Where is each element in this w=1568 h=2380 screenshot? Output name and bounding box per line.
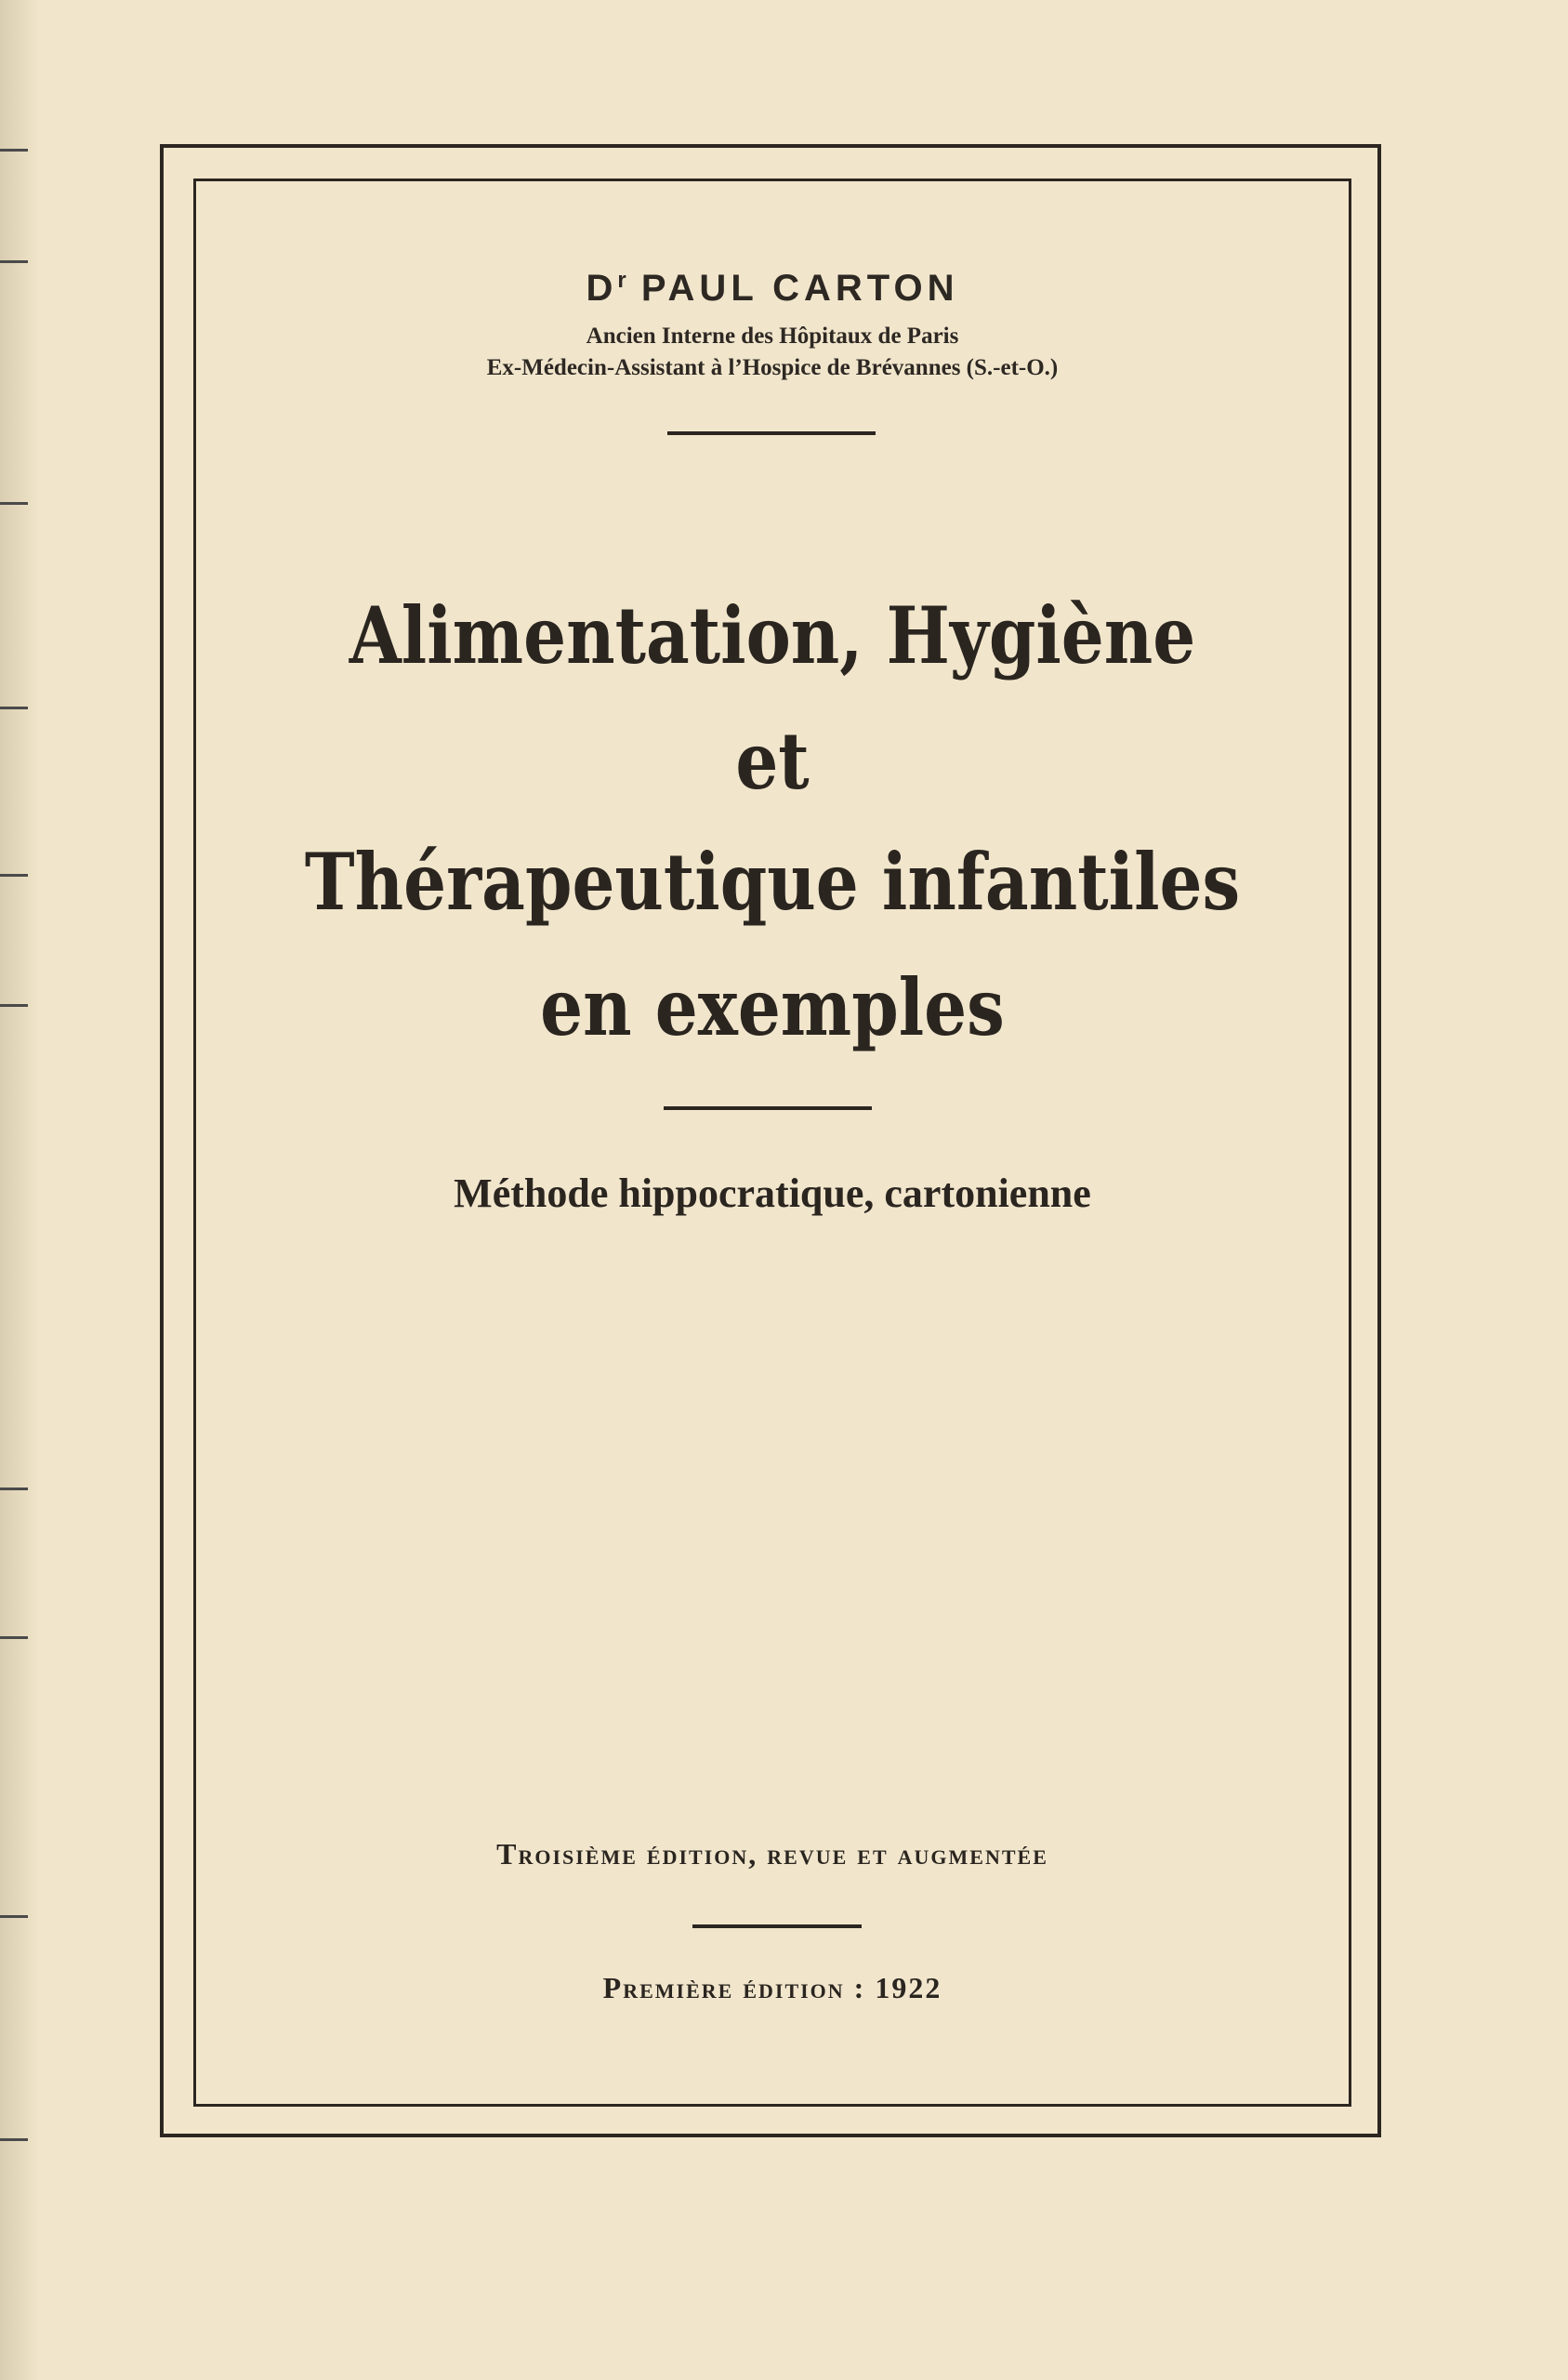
spine-shadow — [0, 0, 41, 2380]
spine-mark — [0, 149, 28, 152]
spine-mark — [0, 707, 28, 709]
author-credential-1: Ancien Interne des Hôpitaux de Paris — [586, 324, 959, 349]
author-prefix-superscript: r — [617, 268, 626, 293]
first-edition-note: Première édition : 1922 — [602, 1971, 942, 2004]
title-line-3: Thérapeutique infantiles — [304, 836, 1241, 928]
author-prefix: D — [586, 268, 618, 309]
subtitle: Méthode hippocratique, cartonienne — [454, 1170, 1091, 1216]
title-line-1: Alimentation, Hygiène — [349, 589, 1196, 681]
spine-mark — [0, 1915, 28, 1918]
title-line-2: et — [735, 715, 810, 807]
divider-rule — [692, 1924, 862, 1928]
author-name — [193, 268, 1351, 310]
spine-mark — [0, 1488, 28, 1490]
divider-rule — [667, 431, 876, 435]
edition-note: Troisième édition, revue et augmentée — [496, 1837, 1048, 1871]
spine-mark — [0, 1636, 28, 1639]
spine-mark — [0, 260, 28, 263]
spine-mark — [0, 874, 28, 877]
divider-rule — [664, 1106, 872, 1110]
spine-mark — [0, 1004, 28, 1007]
author-surname: PAUL CARTON — [640, 268, 959, 309]
title-line-4: en exemples — [540, 961, 1005, 1053]
author-credential-2: Ex-Médecin-Assistant à l’Hospice de Brévannes (S.-et-O.) — [486, 355, 1059, 380]
cover-content — [193, 178, 1351, 2107]
spine-mark — [0, 502, 28, 505]
spine-mark — [0, 2138, 28, 2141]
